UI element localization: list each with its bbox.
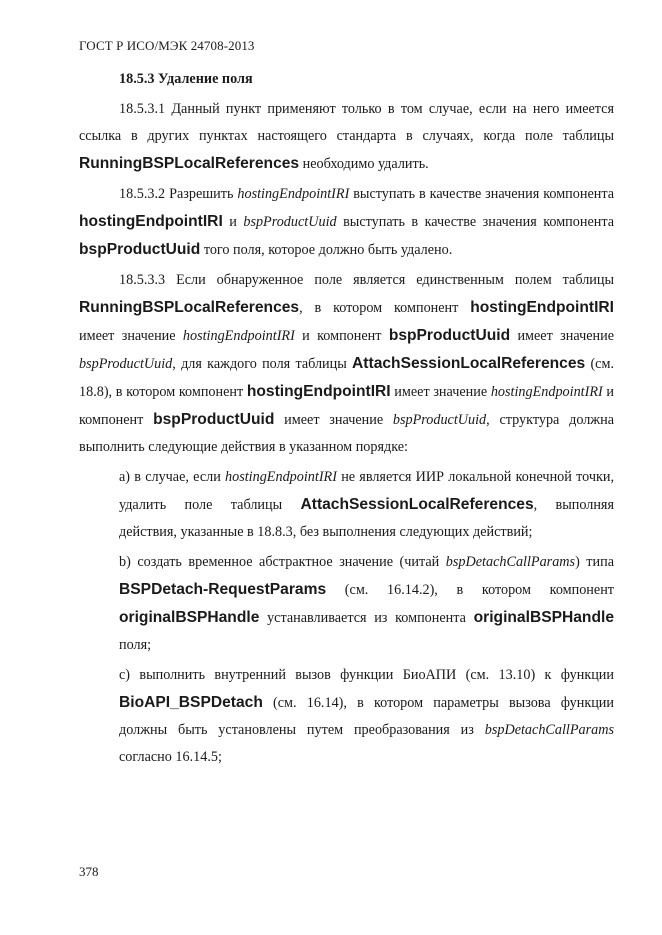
section-heading (79, 66, 614, 93)
text: Если обнаруженное поле является единственным полем таблицы (176, 272, 614, 288)
text: , в котором компонент (299, 300, 471, 316)
text: имеет значение (274, 412, 393, 428)
text: необходимо удалить. (299, 156, 429, 172)
code-term: BioAPI_BSPDetach (119, 694, 263, 711)
italic-term: bspProductUuid (243, 214, 337, 230)
text: имеет значение (510, 328, 614, 344)
page-body (79, 66, 614, 774)
code-term: BSPDetach-RequestParams (119, 581, 327, 598)
italic-term: hostingEndpointIRI (490, 384, 603, 400)
text: (см. 16.14.2), в котором компонент (326, 582, 614, 598)
code-term: originalBSPHandle (119, 609, 260, 626)
italic-term: bspProductUuid (79, 356, 173, 372)
italic-term: bspDetachCallParams (445, 554, 576, 570)
text: , выполняя действия, указанные в 18.8.3, без выполнения следующих действий; (119, 497, 614, 540)
text: того поля, которое должно быть удалено. (200, 242, 453, 258)
list-item-a (119, 464, 614, 546)
text: не является ИИР локальной конечной точки, удалить поле таблицы (119, 469, 614, 513)
paragraph-18-5-3-1 (79, 96, 614, 178)
text: ) типа (575, 554, 614, 570)
italic-term: hostingEndpointIRI (237, 186, 350, 202)
paragraph-18-5-3-3 (79, 267, 614, 461)
text: устанавливается из компонента (259, 610, 474, 626)
clause-number: 18.5.3.3 (119, 272, 166, 288)
code-term: hostingEndpointIRI (470, 299, 614, 316)
text: , для каждого поля таблицы (172, 356, 353, 372)
document-header: ГОСТ Р ИСО/МЭК 24708-2013 (79, 38, 255, 53)
italic-term: bspProductUuid (392, 412, 487, 428)
code-term: AttachSessionLocalReferences (300, 496, 534, 513)
code-term: bspProductUuid (79, 241, 201, 258)
text: поля; (119, 637, 152, 653)
text: а) в случае, если (119, 469, 226, 485)
text: , структура должна выполнить следующие действия в указанном порядке: (79, 412, 614, 455)
code-term: hostingEndpointIRI (79, 213, 223, 230)
text: согласно 16.14.5; (119, 749, 222, 765)
text: и компонент (294, 328, 389, 344)
text: b) создать временное абстрактное значение (читай (119, 554, 446, 570)
text: имеет значение (79, 328, 183, 344)
text: с) выполнить внутренний вызов функции БиоАПИ (см. 13.10) к функции (119, 667, 614, 683)
text: Разрешить (169, 186, 238, 202)
section-number: 18.5.3 (119, 71, 155, 87)
text: (см. 18.8), в котором компонент (79, 356, 614, 400)
code-term: RunningBSPLocalReferences (79, 299, 300, 316)
clause-number: 18.5.3.1 (119, 101, 166, 117)
section-title: Удаление поля (158, 71, 253, 87)
text: и (222, 214, 244, 230)
list-item-b (119, 549, 614, 659)
code-term: originalBSPHandle (473, 609, 614, 626)
text: Данный пункт применяют только в том случае, если на него имеется ссылка в других пунктах настоящего стандарта в случаях, когда поле таблицы (79, 101, 615, 144)
code-term: bspProductUuid (388, 327, 511, 344)
italic-term: hostingEndpointIRI (182, 328, 295, 344)
text: имеет значение (390, 384, 491, 400)
text: выступать в качестве значения компонента (336, 214, 615, 230)
list-item-c (119, 662, 614, 771)
text: выступать в качестве значения компонента (349, 186, 615, 202)
code-term: hostingEndpointIRI (246, 383, 391, 400)
italic-term: bspDetachCallParams (484, 722, 614, 738)
text: (см. 16.14), в котором параметры вызова функции должны быть установлены путем преобразования из (119, 695, 614, 738)
paragraph-18-5-3-2 (79, 181, 614, 264)
italic-term: hostingEndpointIRI (225, 469, 337, 485)
clause-number: 18.5.3.2 (119, 186, 166, 202)
code-term: RunningBSPLocalReferences (79, 155, 300, 172)
code-term: bspProductUuid (153, 411, 275, 428)
page-number: 378 (79, 864, 99, 879)
code-term: AttachSessionLocalReferences (352, 355, 586, 372)
text: и компонент (79, 384, 614, 428)
